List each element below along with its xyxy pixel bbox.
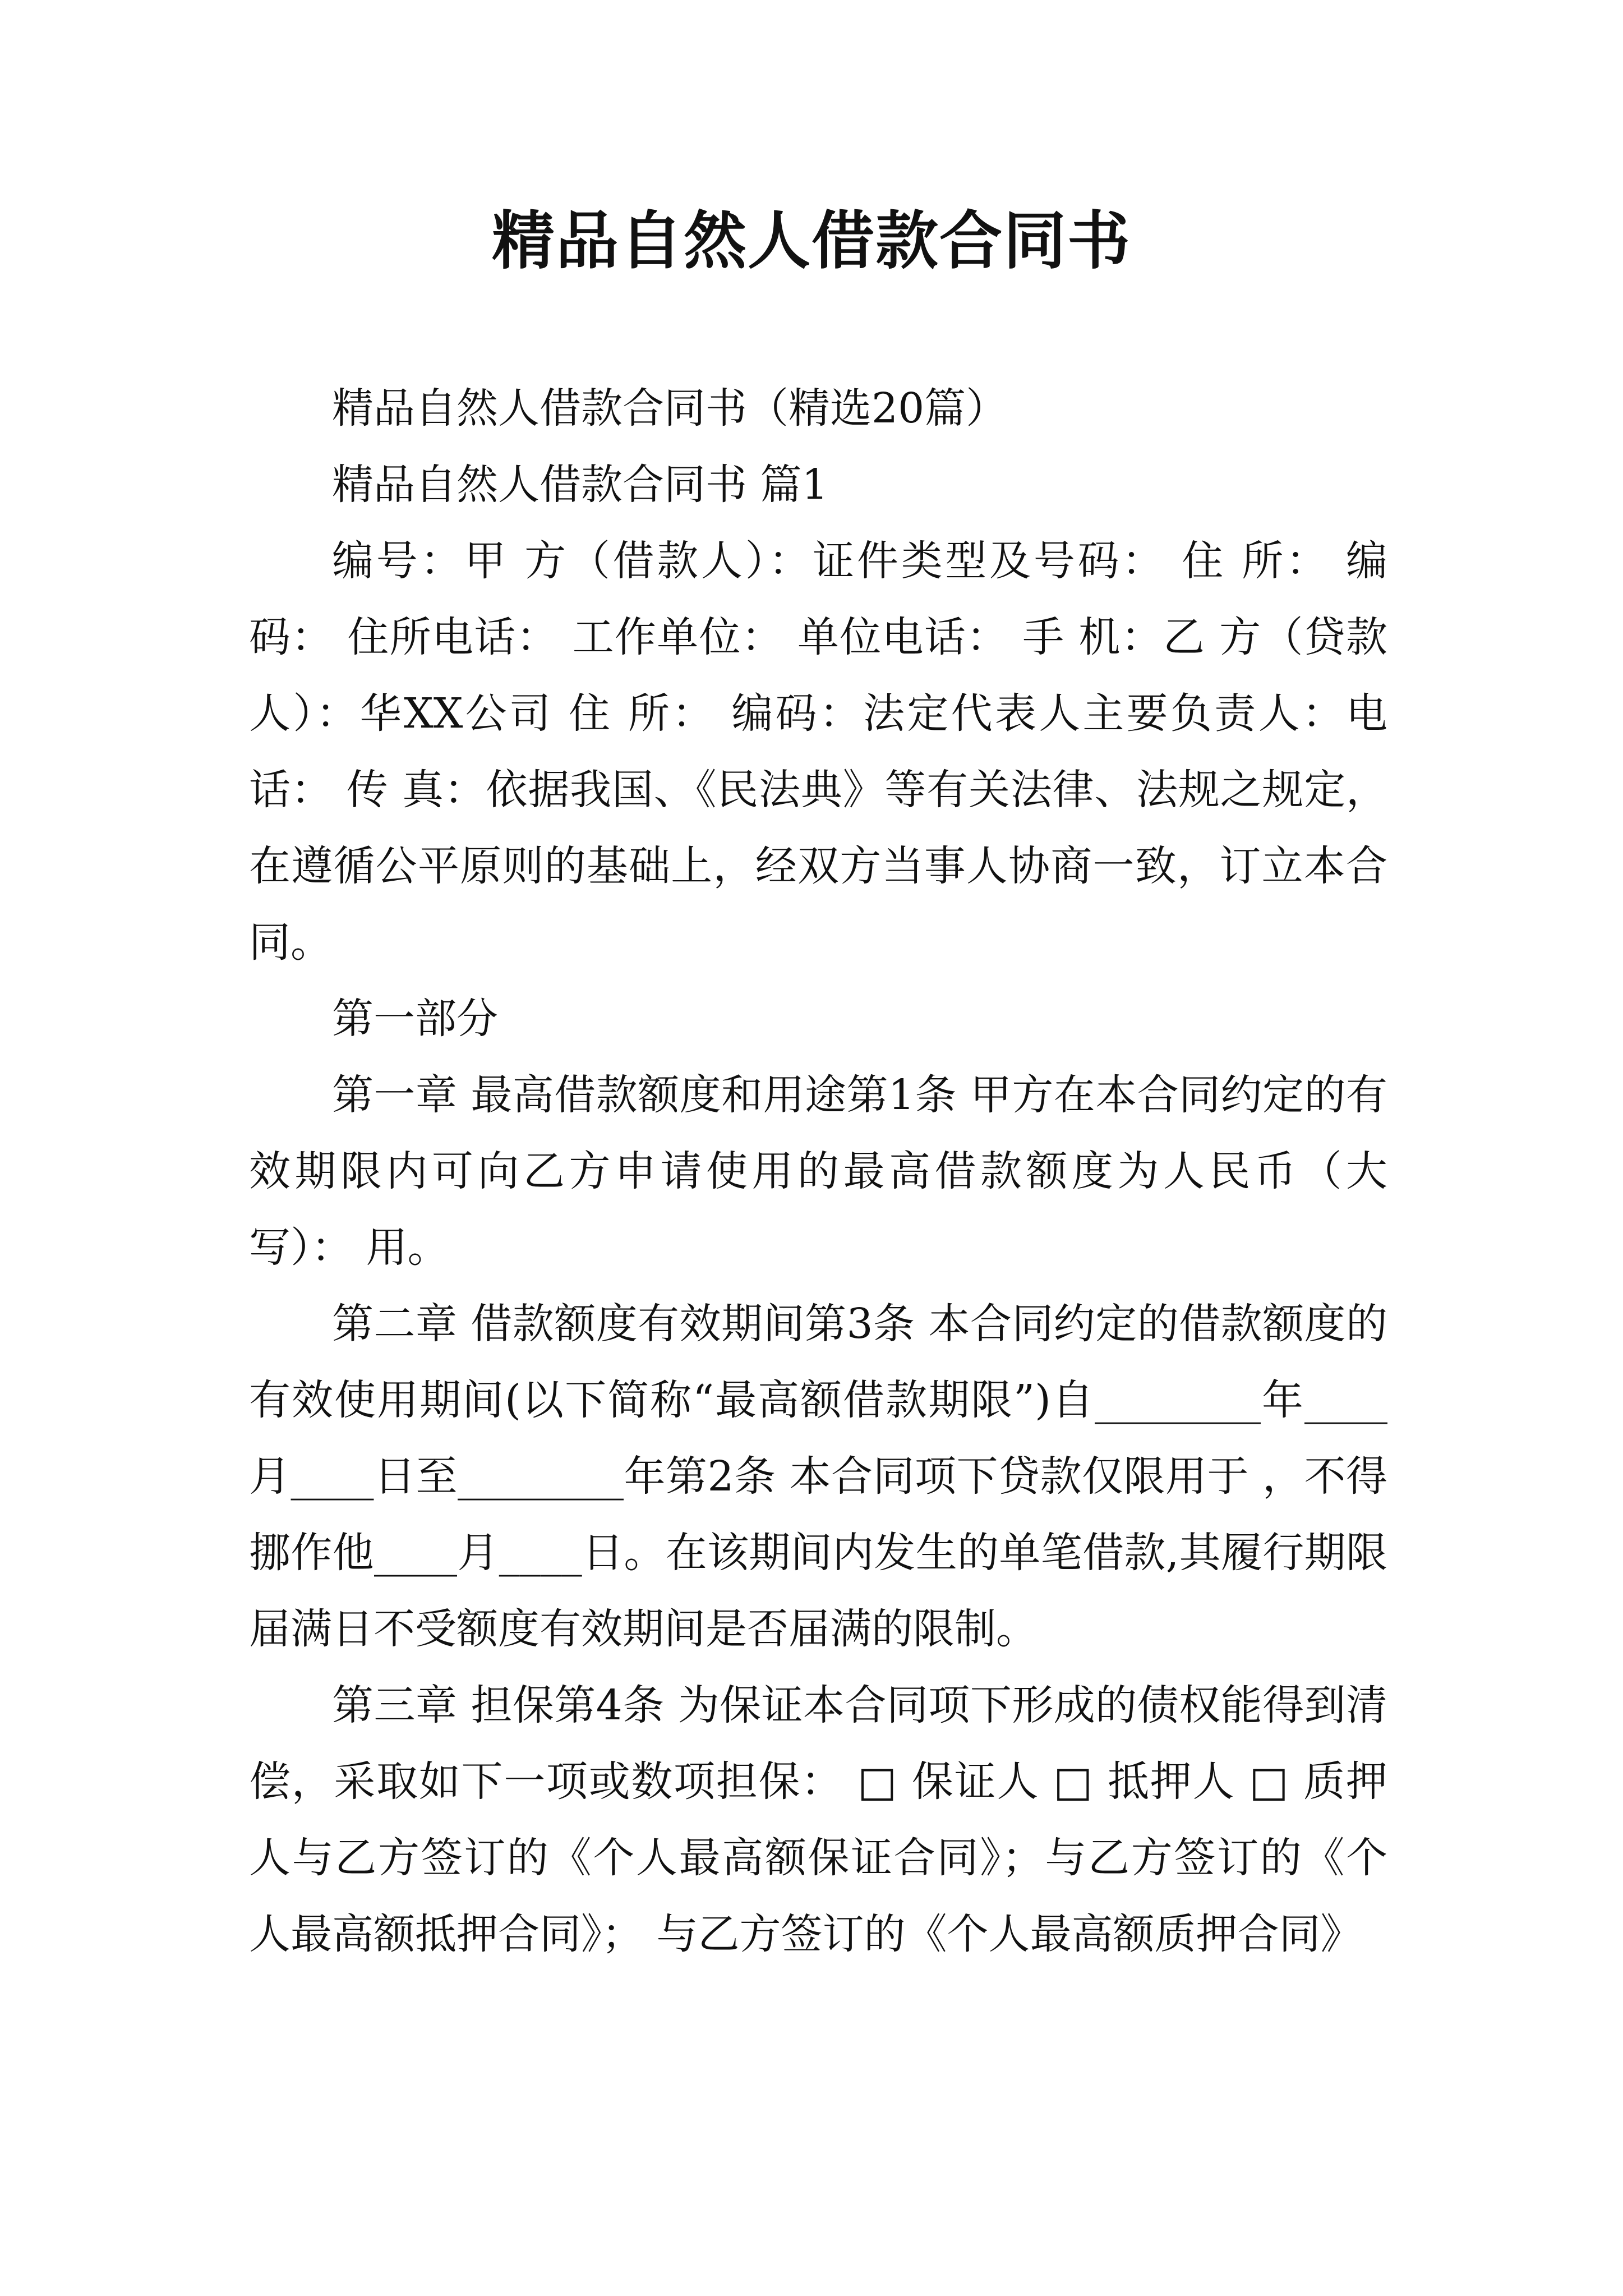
paragraph-chapter-three: 第三章 担保第4条 为保证本合同项下形成的债权能得到清偿，采取如下一项或数项担保： □ 保证人 □ 抵押人 □ 质押人与乙方签订的《个人最高额保证合同》；与乙方签订的《个人最高额抵押合同》； 与乙方签订的《个人最高额质押合同》 [249, 1681, 1387, 1958]
paragraph-chapter-two: 第二章 借款额度有效期间第3条 本合同约定的借款额度的有效使用期间(以下简称“最高额借款期限”)自________年____月____日至________年第2条 本合同项下贷款仅限用于 ，不得挪作他____月____日。在该期间内发生的单笔借款,其履行期限届满日不受额度有效期间是否届满的限制。 [249, 1300, 1387, 1653]
paragraph-section-heading: 精品自然人借款合同书 篇1 [332, 461, 828, 509]
paragraph-parties: 编号：甲 方（借款人）：证件类型及号码： 住 所： 编码： 住所电话： 工作单位： 单位电话： 手 机：乙 方（贷款人）：华XX公司 住 所： 编码：法定代表人主要负责人：电 话： 传 真：依据我国、《民法典》等有关法律、法规之规定，在遵循公平原则的基础上，经双方当事人协商一致，订立本合同。 [249, 537, 1387, 967]
document-title: 精品自然人借款合同书 [492, 204, 1131, 278]
paragraph-chapter-one: 第一章 最高借款额度和用途第1条 甲方在本合同约定的有效期限内可向乙方申请使用的最高借款额度为人民币（大写）： 用。 [249, 1071, 1387, 1272]
paragraph-part-one: 第一部分 [332, 995, 498, 1043]
paragraph-subtitle: 精品自然人借款合同书（精选20篇） [332, 384, 1008, 432]
document-body [249, 370, 1387, 1972]
